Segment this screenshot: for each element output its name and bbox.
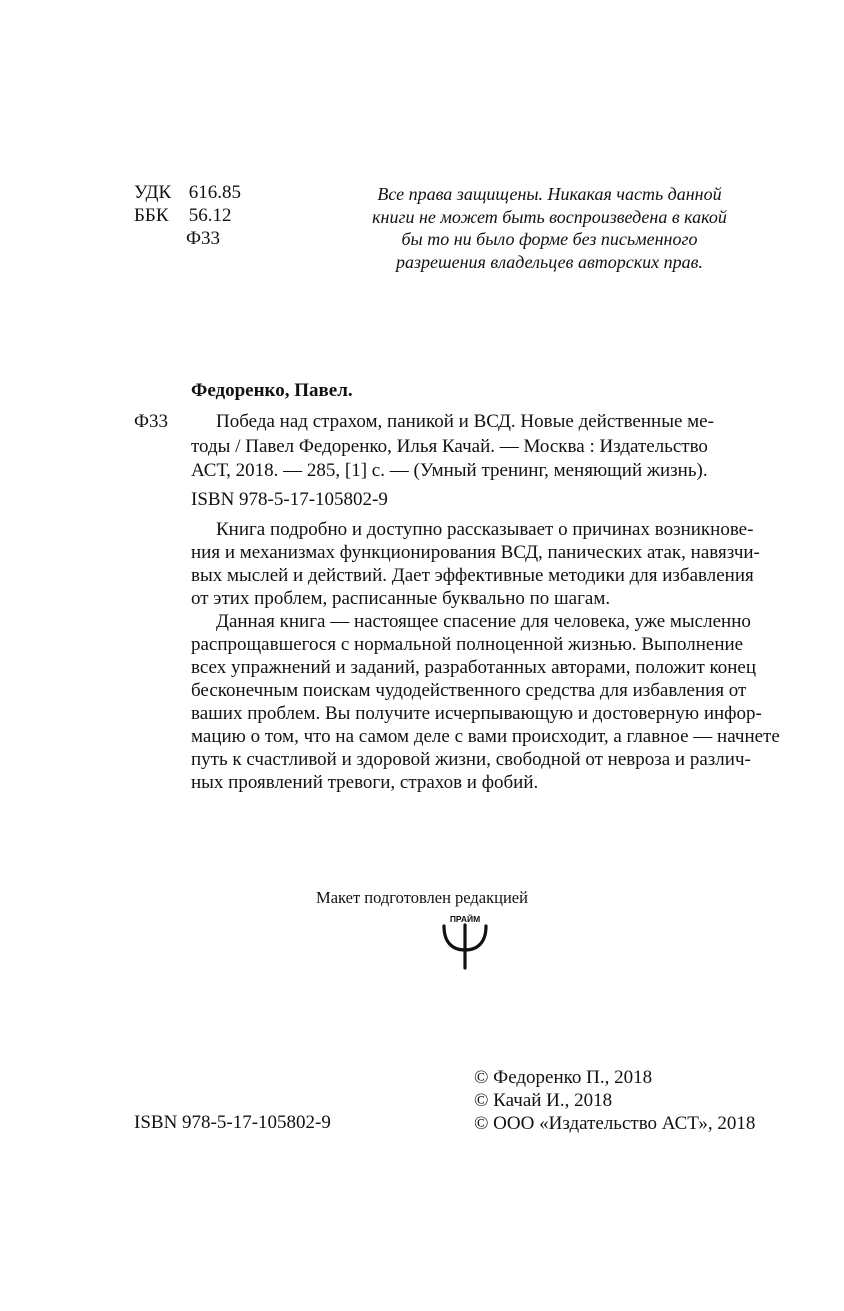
isbn-bottom: ISBN 978-5-17-105802-9 [134, 1112, 331, 1133]
abstract-line: путь к счастливой и здоровой жизни, свободной от невроза и различ- [191, 749, 751, 770]
abstract-line: всех упражнений и заданий, разработанных авторами, положит конец [191, 657, 757, 678]
bbk-row [134, 205, 232, 227]
rights-line: бы то ни было форме без письменного [401, 229, 698, 249]
copyright-block [474, 1066, 755, 1135]
bibliographic-description [191, 410, 737, 484]
abstract-line: вых мыслей и действий. Дает эффективные методики для избавления [191, 565, 754, 586]
rights-notice [362, 183, 737, 273]
udk-row [134, 182, 241, 204]
abstract-line: Книга подробно и доступно рассказывает о причинах возникнове- [216, 519, 754, 540]
description-line: АСТ, 2018. — 285, [1] с. — (Умный тренинг, меняющий жизнь). [191, 460, 708, 481]
logo-text: ПРАЙМ [449, 914, 481, 924]
bbk-label: ББК [134, 205, 169, 226]
abstract-line: ния и механизмах функционирования ВСД, панических атак, навязчи- [191, 542, 760, 563]
isbn-record: ISBN 978-5-17-105802-9 [191, 489, 388, 510]
abstract-line: от этих проблем, расписанные буквально по шагам. [191, 588, 611, 609]
abstract-line: ных проявлений тревоги, страхов и фобий. [191, 772, 539, 793]
rights-line: разрешения владельцев авторских прав. [396, 251, 703, 272]
description-line: Победа над страхом, паникой и ВСД. Новые действенные ме- [216, 411, 714, 432]
udk-value: 616.85 [188, 182, 241, 203]
abstract-line: распрощавшегося с нормальной полноценной жизнью. Выполнение [191, 634, 744, 655]
abstract-line: мацию о том, что на самом деле с вами происходит, а главное — начнете [191, 726, 780, 747]
author-code-left: Ф33 [134, 411, 169, 432]
abstract-line: ваших проблем. Вы получите исчерпывающую и достоверную инфор- [191, 703, 762, 724]
abstract-line: Данная книга — настоящее спасение для человека, уже мысленно [216, 611, 751, 632]
layout-credit: Макет подготовлен редакцией [316, 888, 528, 907]
author-code-top: Ф33 [186, 228, 221, 249]
rights-line: книги не может быть воспроизведена в какой [372, 206, 727, 227]
rights-line: Все права защищены. Никакая часть данной [377, 184, 722, 204]
publisher-logo-icon [438, 912, 492, 972]
author-heading: Федоренко, Павел. [191, 380, 353, 401]
copyright-line: © Качай И., 2018 [474, 1090, 613, 1111]
description-line: тоды / Павел Федоренко, Илья Качай. — Москва : Издательство [191, 435, 708, 457]
copyright-line: © Федоренко П., 2018 [474, 1067, 653, 1088]
copyright-line: © ООО «Издательство АСТ», 2018 [474, 1113, 756, 1134]
bbk-value: 56.12 [188, 205, 232, 226]
abstract-line: бесконечным поискам чудодейственного средства для избавления от [191, 680, 747, 701]
abstract [191, 518, 780, 794]
udk-label: УДК [134, 182, 172, 203]
